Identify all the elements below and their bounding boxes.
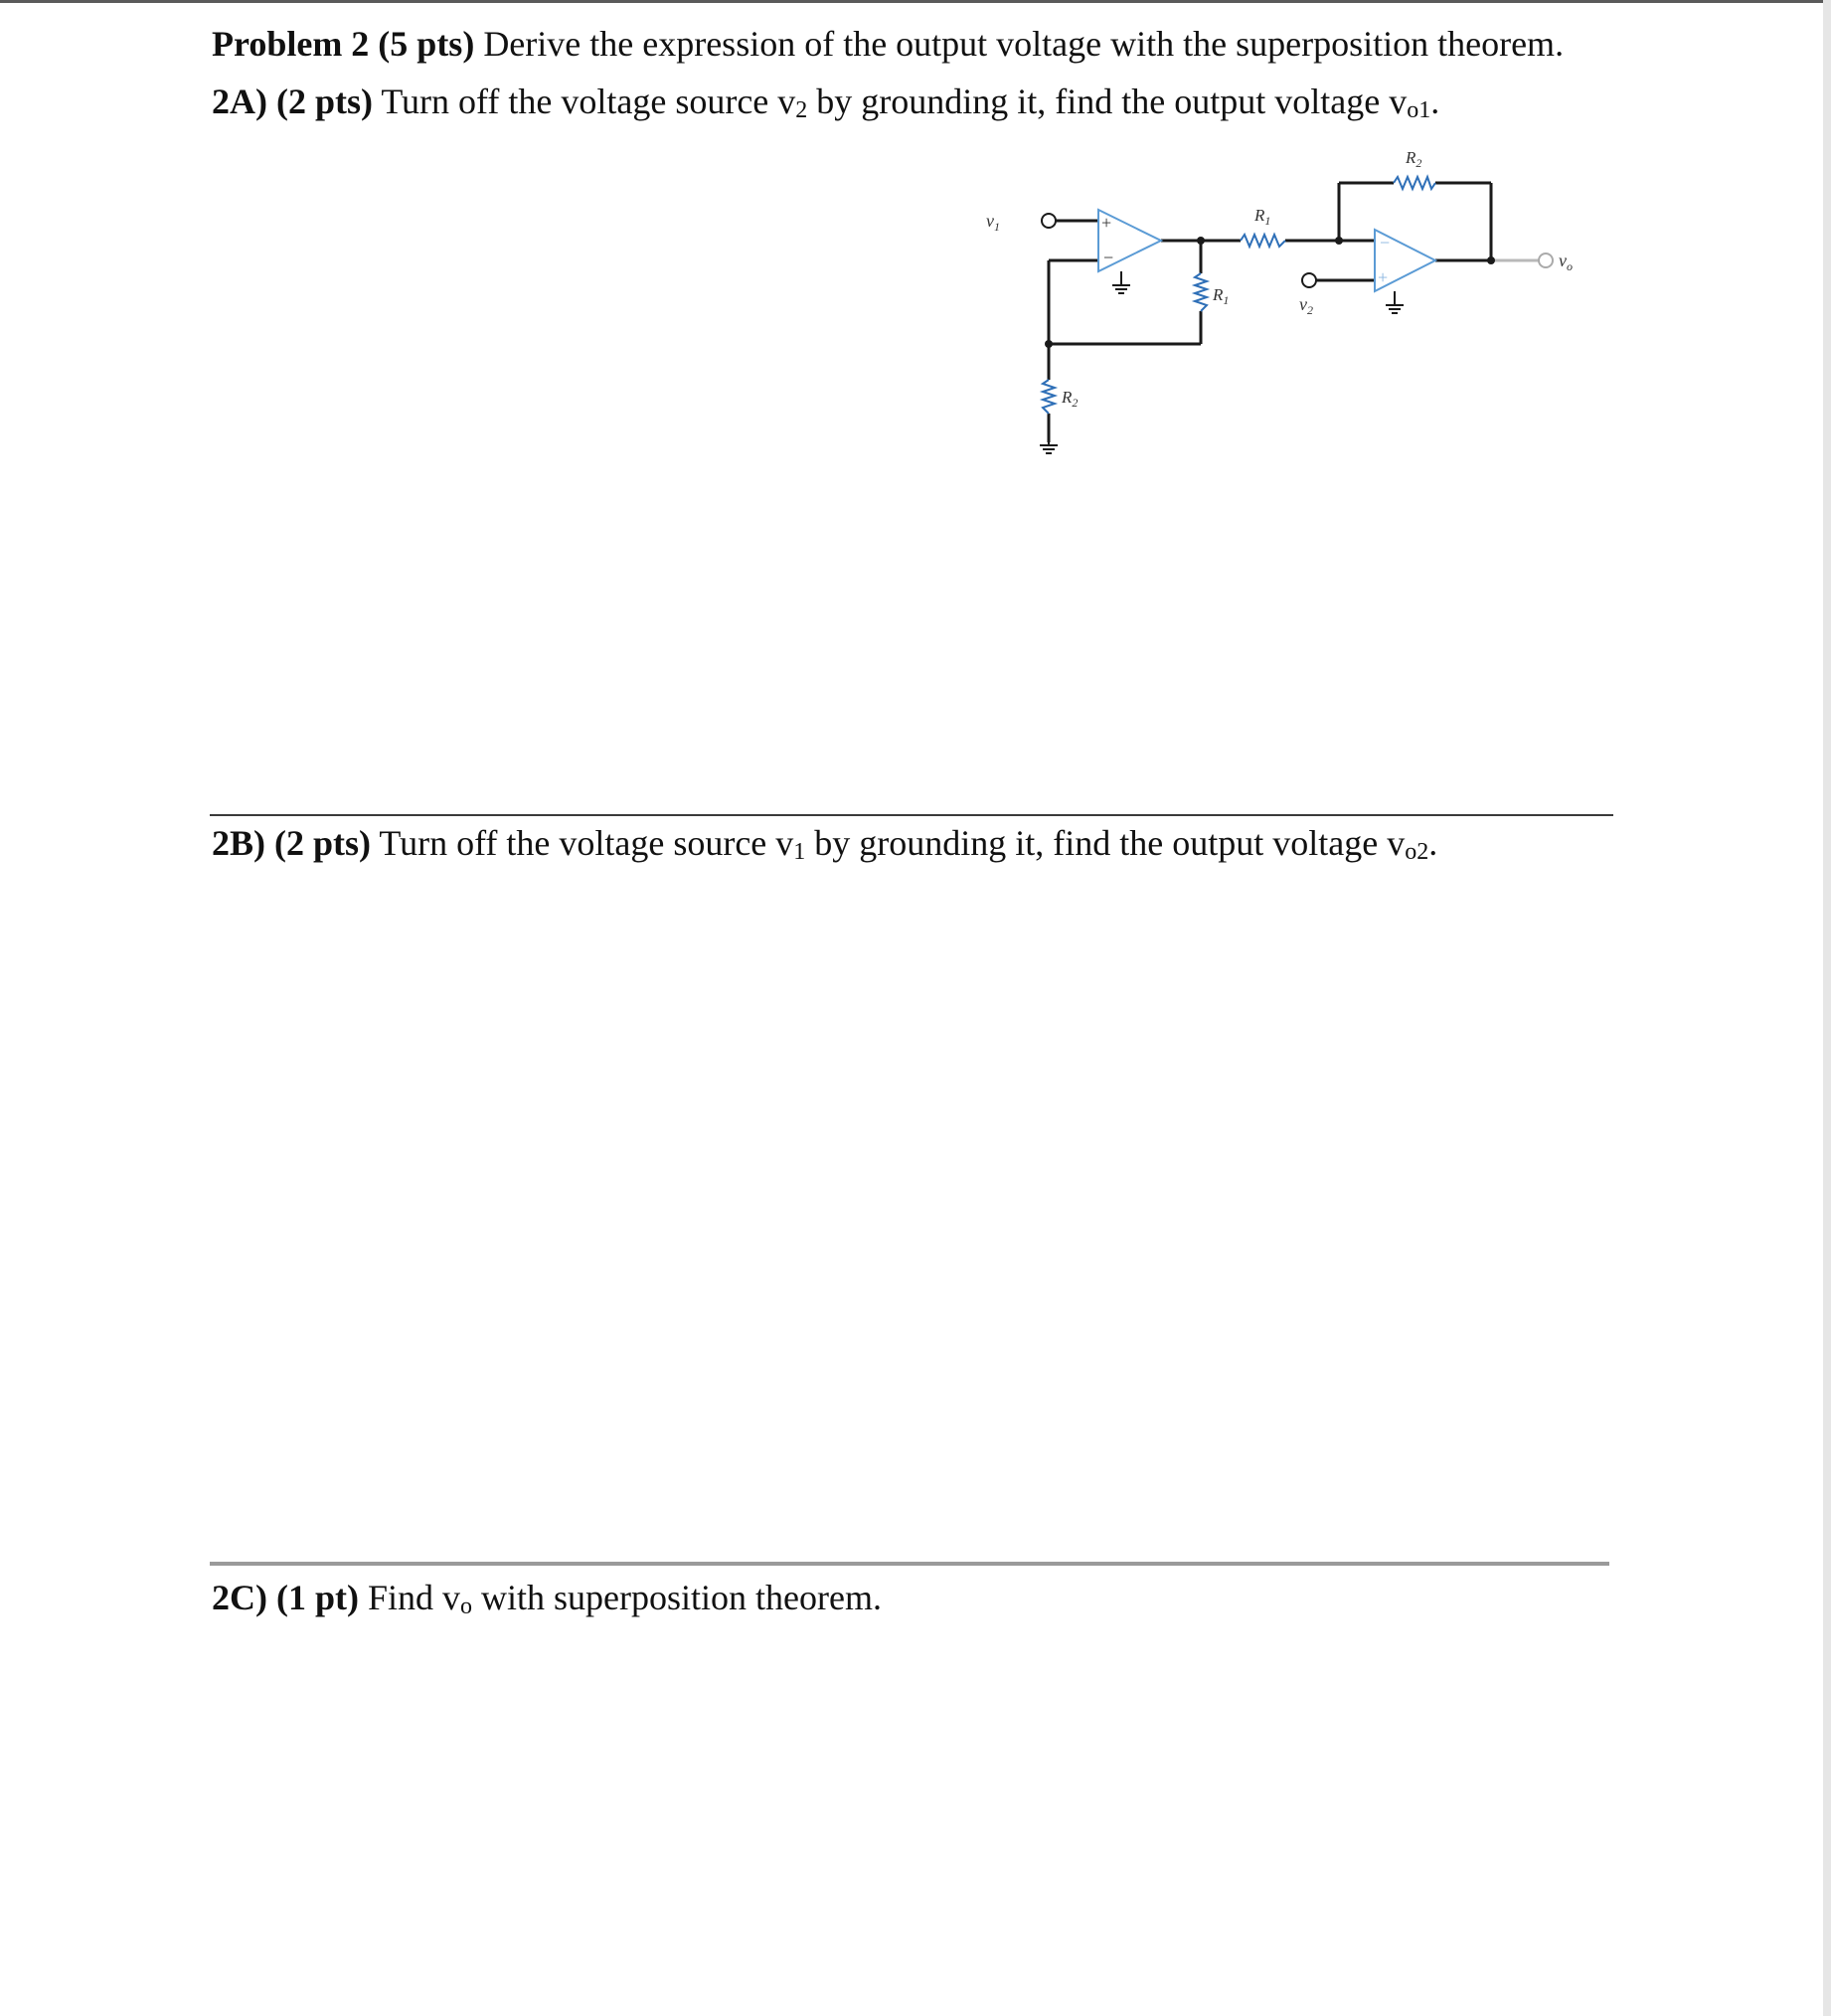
section-divider — [210, 814, 1613, 816]
label-vo: $v_o$ — [1559, 251, 1573, 273]
part-2a-prompt: 2A) (2 pts) Turn off the voltage source $v_2$ by grounding it, find the output voltage $v_{o1}$. — [212, 82, 1440, 123]
part-2b-prompt: 2B) (2 pts) Turn off the voltage source $v_1$ by grounding it, find the output voltage $v_{o2}$. — [212, 823, 1438, 865]
var-v1: v — [775, 823, 794, 863]
label-r2-ground: $R_2$ — [1062, 388, 1079, 410]
part-2c-label: 2C) (1 pt) — [212, 1578, 359, 1617]
opamp-2-minus: − — [1380, 233, 1391, 252]
label-r1-horizontal: $R_1$ — [1254, 206, 1271, 228]
circuit-diagram — [974, 139, 1590, 467]
input-v2-terminal — [1302, 273, 1316, 287]
opamp-1-plus: + — [1101, 213, 1112, 233]
label-r2-feedback: $R_2$ — [1406, 148, 1422, 170]
part-2a-label: 2A) (2 pts) — [212, 82, 373, 121]
label-v2: $v_2$ — [1299, 294, 1313, 317]
opamp-2-plus: + — [1378, 267, 1389, 287]
var-v2: v — [777, 82, 796, 121]
part-2b-label: 2B) (2 pts) — [212, 823, 371, 863]
ground-symbol — [1040, 442, 1058, 453]
opamp-1 — [1098, 210, 1161, 271]
var-vo1: v — [1389, 82, 1408, 121]
ground-symbol — [1112, 271, 1130, 293]
problem-label: Problem 2 (5 pts) — [212, 24, 475, 64]
section-divider — [210, 1562, 1609, 1566]
output-terminal — [1539, 253, 1553, 267]
problem-text: Derive the expression of the output voltage with the superposition theorem. — [474, 24, 1565, 64]
problem-heading — [212, 22, 1564, 66]
resistor-r2-ground — [1043, 380, 1055, 414]
opamp-1-minus: − — [1103, 248, 1114, 267]
var-vo2: v — [1387, 823, 1406, 863]
label-v1: $v_1$ — [986, 211, 1000, 234]
var-vo: v — [442, 1578, 461, 1617]
opamp-2 — [1375, 230, 1435, 291]
resistor-r2-feedback — [1394, 177, 1435, 189]
part-2c-prompt: 2C) (1 pt) Find $v_o$ with superposition theorem. — [212, 1578, 882, 1619]
resistor-r1-horizontal — [1241, 235, 1285, 247]
page-edge — [1823, 0, 1831, 2016]
input-v1-terminal — [1042, 214, 1056, 228]
label-r1-vertical: $R_1$ — [1213, 285, 1230, 307]
top-rule — [0, 0, 1831, 3]
resistor-r1-vertical — [1195, 273, 1207, 311]
ground-symbol — [1386, 291, 1404, 313]
